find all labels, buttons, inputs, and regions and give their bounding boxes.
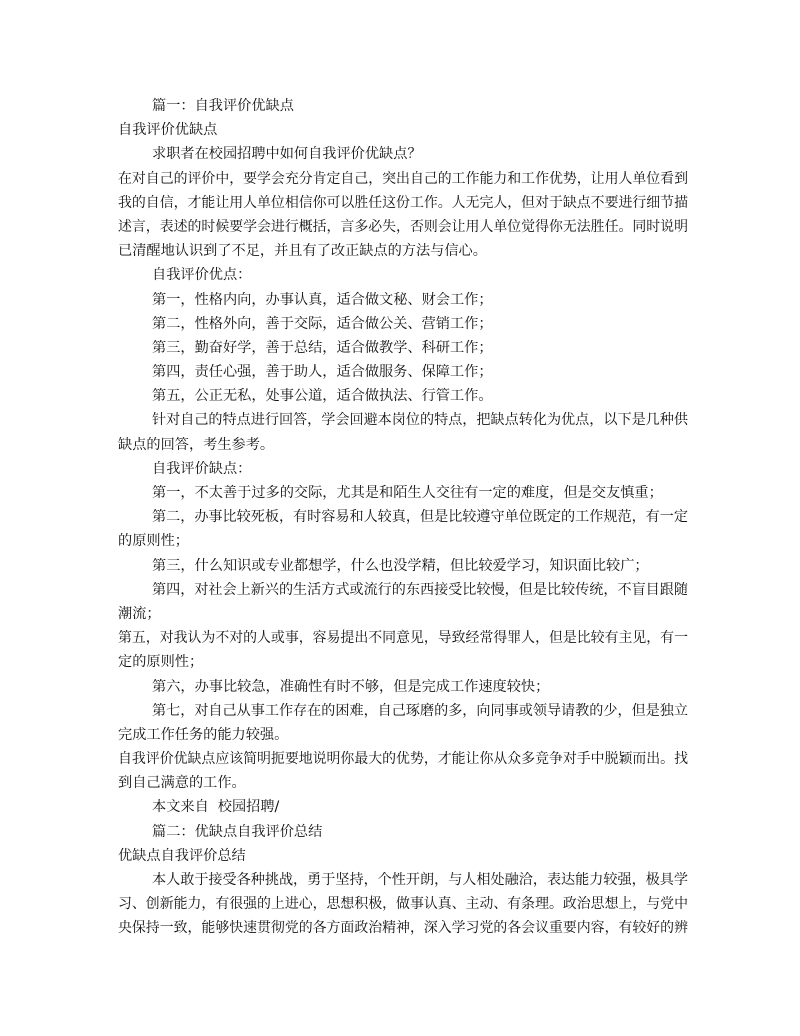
text-line: 定的原则性；	[118, 654, 204, 671]
text-line: 自我评价优缺点应该简明扼要地说明你最大的优势，才能让你从众多竞争对手中脱颖而出。找	[118, 751, 688, 768]
document-page	[118, 94, 688, 941]
text-line: 我的自信，才能让用人单位相信你可以胜任这份工作。人无完人，但对于缺点不要进行细节描	[118, 194, 688, 211]
text-line: 的原则性；	[118, 533, 189, 550]
text-line: 完成工作任务的能力较强。	[118, 726, 289, 743]
text-line: 针对自己的特点进行回答，学会回避本岗位的特点，把缺点转化为优点，以下是几种供	[152, 412, 688, 429]
text-line: 篇二：优缺点自我评价总结	[152, 823, 323, 840]
text-line: 第二，办事比较死板，有时容易和人较真，但是比较遵守单位既定的工作规范，有一定	[152, 509, 688, 526]
text-line: 求职者在校园招聘中如何自我评价优缺点？	[152, 146, 422, 163]
text-line: 述言，表述的时候要学会进行概括，言多必失，否则会让用人单位觉得你无法胜任。同时说明	[118, 218, 688, 235]
text-line: 在对自己的评价中，要学会充分肯定自己，突出自己的工作能力和工作优势，让用人单位看到	[118, 170, 688, 187]
text-line: 第一，性格内向，办事认真，适合做文秘、财会工作；	[152, 291, 493, 308]
text-line: 第三，什么知识或专业都想学，什么也没学精，但比较爱学习，知识面比较广；	[152, 557, 649, 574]
text-line: 自我评价优缺点	[118, 122, 218, 139]
text-line: 本文来自 校园招聘/	[152, 799, 280, 816]
text-line: 第六，办事比较急，准确性有时不够，但是完成工作速度较快；	[152, 678, 550, 695]
text-line: 本人敢于接受各种挑战，勇于坚持，个性开朗，与人相处融洽，表达能力较强，极具学	[152, 872, 688, 888]
text-line: 第四，责任心强，善于助人，适合做服务、保障工作；	[152, 364, 493, 381]
text-line: 自我评价优点：	[152, 267, 252, 284]
text-line: 到自己满意的工作。	[118, 775, 246, 792]
text-line: 已清醒地认识到了不足，并且有了改正缺点的方法与信心。	[118, 243, 487, 260]
text-line: 缺点的回答，考生参考。	[118, 436, 275, 453]
text-line: 潮流；	[118, 605, 161, 622]
text-line: 第二，性格外向，善于交际，适合做公关、营销工作；	[152, 315, 493, 332]
text-line: 第五，对我认为不对的人或事，容易提出不同意见，导致经常得罪人，但是比较有主见，有一	[118, 630, 688, 647]
text-line: 第一，不太善于过多的交际，尤其是和陌生人交往有一定的难度，但是交友慎重；	[152, 485, 663, 501]
text-line: 篇一：自我评价优缺点	[152, 98, 294, 114]
text-line: 第四，对社会上新兴的生活方式或流行的东西接受比较慢，但是比较传统，不盲目跟随	[152, 581, 688, 598]
text-line: 自我评价缺点：	[152, 460, 252, 477]
text-line: 第七，对自己从事工作存在的困难，自己琢磨的多，向同事或领导请教的少，但是独立	[152, 702, 688, 719]
text-line: 优缺点自我评价总结	[118, 847, 246, 864]
text-line: 第三，勤奋好学，善于总结，适合做教学、科研工作；	[152, 339, 493, 356]
text-line: 习、创新能力，有很强的上进心，思想积极，做事认真、主动、有条理。政治思想上，与党中	[118, 896, 688, 913]
text-line: 央保持一致，能够快速贯彻党的各方面政治精神，深入学习党的各会议重要内容，有较好的辨	[118, 920, 688, 937]
text-line: 第五，公正无私，处事公道，适合做执法、行管工作。	[152, 388, 493, 405]
